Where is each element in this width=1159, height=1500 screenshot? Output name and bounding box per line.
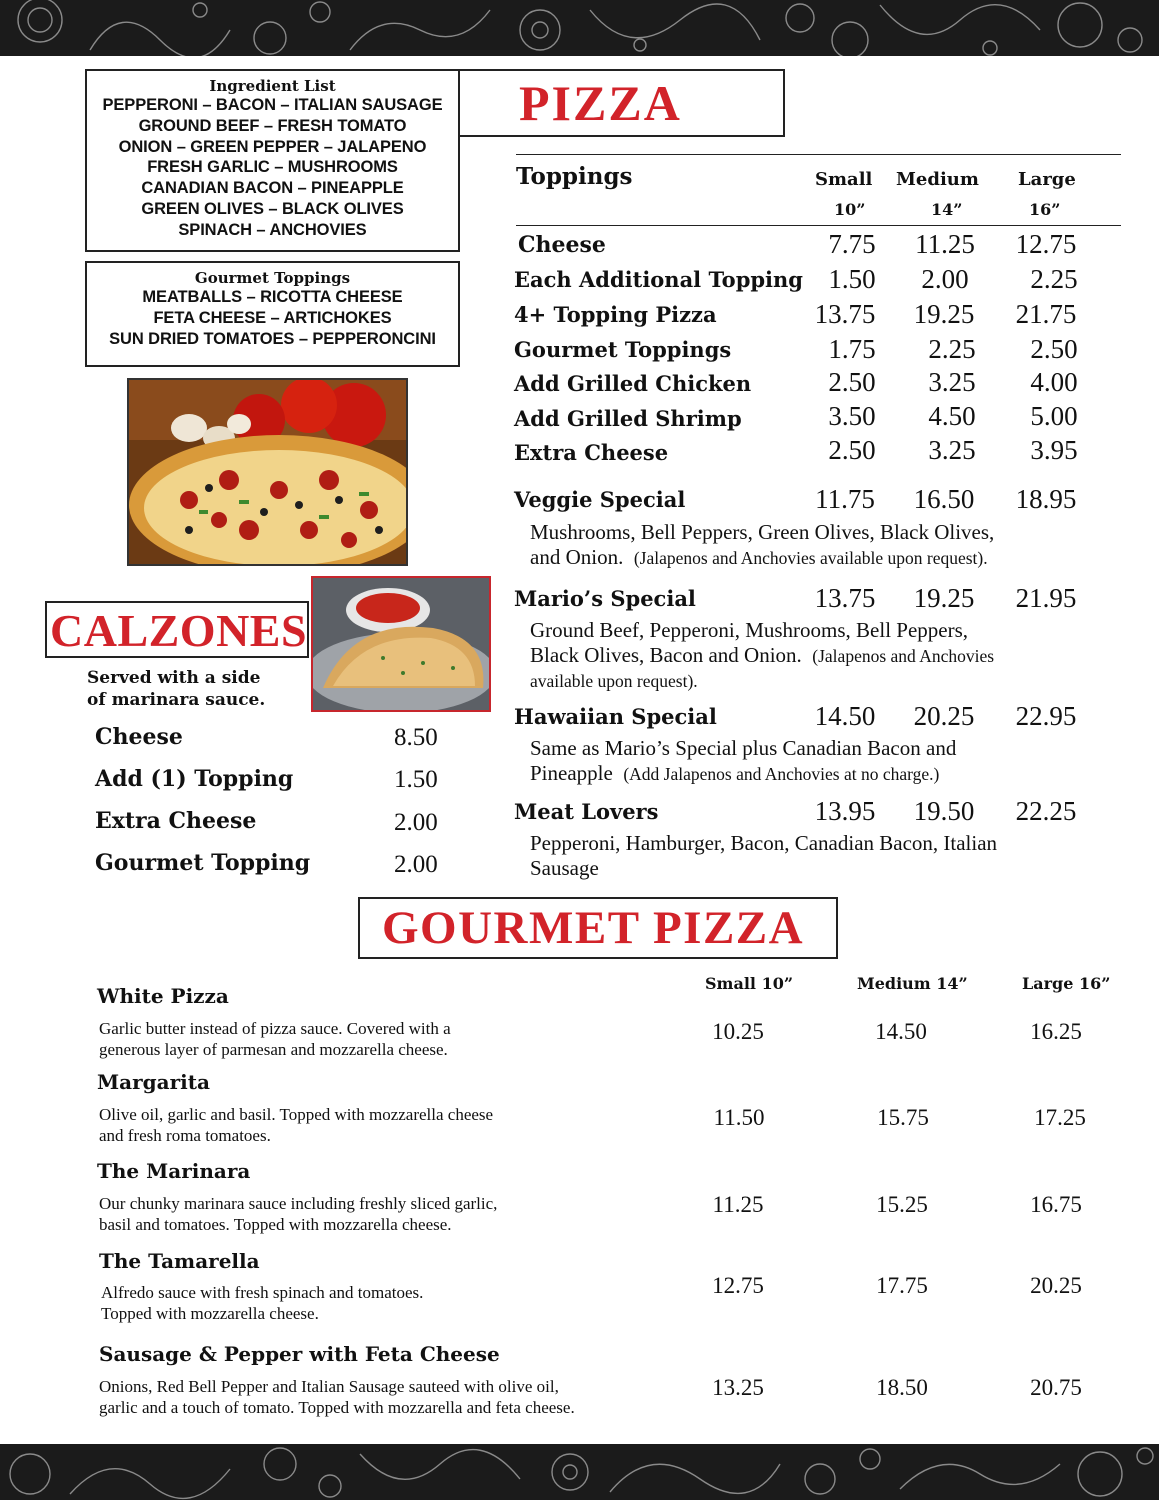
top-decorative-band	[0, 0, 1159, 56]
special-name: Veggie Special	[514, 487, 686, 512]
gourmet-item-name: Sausage & Pepper with Feta Cheese	[99, 1342, 500, 1366]
description-text: Pineapple	[530, 761, 613, 785]
pizza-price-large: 12.75	[1015, 229, 1077, 259]
small-header: Small	[815, 169, 873, 190]
calzone-row-name: Add (1) Topping	[95, 766, 294, 792]
description-line: Pepperoni, Hamburger, Bacon, Canadian Bacon, Italian	[530, 831, 998, 855]
calzone-illustration	[313, 578, 489, 710]
pizza-price-small: 2.50	[828, 367, 876, 397]
description-line	[530, 669, 1110, 692]
gourmet-price-small: 11.25	[712, 1192, 764, 1217]
gourmet-price-medium: 17.75	[876, 1273, 928, 1298]
pizza-price-medium: 2.00	[921, 264, 969, 294]
pizza-illustration	[129, 380, 406, 564]
gourmet-price-medium: 15.25	[876, 1192, 928, 1217]
pizza-price-small: 3.50	[828, 401, 876, 431]
table-header-rule	[516, 225, 1121, 226]
pizza-price-medium: 19.25	[913, 299, 975, 329]
doodle-pattern	[0, 0, 1159, 56]
gourmet-price-large: 20.25	[1030, 1273, 1082, 1298]
gourmet-item-name: Margarita	[97, 1070, 210, 1094]
special-description	[530, 736, 1110, 787]
calzone-row-name: Cheese	[95, 724, 183, 750]
calzone-row-price: 8.50	[394, 724, 438, 751]
gourmet-price-small: 10.25	[712, 1019, 764, 1044]
calzone-row-name: Extra Cheese	[95, 808, 257, 834]
calzones-subtitle-line: of marinara sauce.	[87, 690, 266, 710]
doodle-pattern	[0, 1444, 1159, 1500]
pizza-title: PIZZA	[519, 75, 682, 131]
special-price-large: 22.25	[1015, 796, 1077, 826]
special-price-small: 13.95	[814, 796, 876, 826]
description-line	[530, 545, 1110, 571]
pizza-row-name: Extra Cheese	[514, 440, 669, 465]
special-price-small: 11.75	[815, 484, 875, 514]
bottom-decorative-band	[0, 1444, 1159, 1500]
ingredient-line: FRESH GARLIC – MUSHROOMS	[147, 158, 398, 177]
special-price-medium: 16.50	[913, 484, 975, 514]
pizza-price-large: 5.00	[1030, 401, 1078, 431]
pizza-price-small: 13.75	[814, 299, 876, 329]
special-price-medium: 20.25	[913, 701, 975, 731]
description-line: and fresh roma tomatoes.	[99, 1126, 271, 1145]
description-line: Same as Mario’s Special plus Canadian Bacon and	[530, 736, 957, 760]
description-note: (Jalapenos and Anchovies	[812, 646, 995, 666]
ingredient-line: GROUND BEEF – FRESH TOMATO	[138, 116, 407, 135]
gourmet-item-name: White Pizza	[97, 984, 229, 1008]
pizza-price-large: 21.75	[1015, 299, 1077, 329]
description-line	[530, 643, 1110, 669]
ingredient-line: ONION – GREEN PEPPER – JALAPENO	[118, 137, 427, 156]
description-line: basil and tomatoes. Topped with mozzarella cheese.	[99, 1215, 452, 1234]
gourmet-price-small: 13.25	[712, 1375, 764, 1400]
special-description	[530, 831, 1110, 881]
medium-header: Medium	[896, 169, 979, 190]
pizza-row-name: Each Additional Topping	[514, 267, 803, 292]
pizza-price-large: 2.50	[1030, 334, 1078, 364]
gourmet-toppings-heading: Gourmet Toppings	[194, 269, 351, 287]
description-line: Alfredo sauce with fresh spinach and tomatoes.	[101, 1283, 424, 1302]
gourmet-price-medium: 15.75	[877, 1105, 929, 1130]
gourmet-large-header: Large 16”	[1022, 974, 1111, 993]
pizza-row-name: Cheese	[518, 232, 606, 258]
small-size: 10”	[834, 200, 866, 219]
calzones-title: CALZONES	[50, 605, 308, 656]
pizza-price-small: 1.75	[828, 334, 876, 364]
gourmet-price-large: 20.75	[1030, 1375, 1082, 1400]
gourmet-price-large: 16.25	[1030, 1019, 1082, 1044]
pizza-row-name: Add Grilled Chicken	[514, 371, 752, 396]
description-line: garlic and a touch of tomato. Topped with mozzarella and feta cheese.	[99, 1398, 575, 1417]
gourmet-item-description	[99, 1193, 497, 1235]
ingredient-list-heading: Ingredient List	[209, 77, 336, 95]
pizza-price-large: 2.25	[1030, 264, 1078, 294]
gourmet-medium-header: Medium 14”	[857, 974, 968, 993]
pizza-price-medium: 3.25	[928, 367, 976, 397]
gourmet-price-medium: 18.50	[876, 1375, 928, 1400]
gourmet-price-large: 17.25	[1034, 1105, 1086, 1130]
gourmet-pizza-title: GOURMET PIZZA	[382, 902, 805, 954]
pizza-price-large: 4.00	[1030, 367, 1078, 397]
ingredient-line: CANADIAN BACON – PINEAPPLE	[141, 179, 404, 198]
ingredient-line: PEPPERONI – BACON – ITALIAN SAUSAGE	[102, 96, 443, 114]
pizza-row-name: Gourmet Toppings	[514, 337, 732, 362]
description-note: available upon request).	[530, 671, 698, 691]
pizza-price-large: 3.95	[1030, 435, 1078, 465]
special-price-small: 14.50	[814, 701, 876, 731]
calzone-photo	[311, 576, 491, 712]
pizza-price-medium: 4.50	[928, 401, 976, 431]
pizza-photo	[127, 378, 408, 566]
description-text: and Onion.	[530, 545, 624, 569]
pizza-price-small: 2.50	[828, 435, 876, 465]
large-header: Large	[1018, 169, 1076, 190]
description-line: Olive oil, garlic and basil. Topped with mozzarella cheese	[99, 1105, 494, 1124]
calzone-row-price: 1.50	[394, 766, 438, 793]
special-price-large: 18.95	[1015, 484, 1077, 514]
gourmet-small-header: Small 10”	[705, 974, 794, 993]
description-line: Sausage	[530, 856, 599, 880]
description-line: Topped with mozzarella cheese.	[101, 1304, 319, 1323]
description-line: Onions, Red Bell Pepper and Italian Sausage sauteed with olive oil,	[99, 1377, 559, 1396]
description-note: (Add Jalapenos and Anchovies at no charge.)	[623, 764, 940, 784]
special-name: Meat Lovers	[514, 799, 659, 824]
gourmet-topping-line: FETA CHEESE – ARTICHOKES	[153, 308, 392, 327]
pizza-row-name: Add Grilled Shrimp	[514, 406, 742, 431]
gourmet-topping-line: MEATBALLS – RICOTTA CHEESE	[142, 288, 403, 306]
gourmet-topping-line: SUN DRIED TOMATOES – PEPPERONCINI	[109, 329, 436, 348]
gourmet-item-description	[99, 1104, 493, 1146]
calzones-subtitle-line: Served with a side	[87, 668, 261, 688]
gourmet-item-description	[99, 1018, 451, 1060]
description-text: Black Olives, Bacon and Onion.	[530, 643, 802, 667]
gourmet-price-medium: 14.50	[875, 1019, 927, 1044]
special-price-large: 22.95	[1015, 701, 1077, 731]
description-line: generous layer of parmesan and mozzarella cheese.	[99, 1040, 448, 1059]
large-size: 16”	[1029, 200, 1061, 219]
ingredient-list-box	[85, 69, 460, 252]
toppings-header: Toppings	[516, 163, 633, 190]
special-price-medium: 19.25	[913, 583, 975, 613]
pizza-row-name: 4+ Topping Pizza	[514, 302, 717, 327]
gourmet-price-large: 16.75	[1030, 1192, 1082, 1217]
pizza-price-medium: 2.25	[928, 334, 976, 364]
gourmet-item-description	[99, 1376, 575, 1418]
description-line: Mushrooms, Bell Peppers, Green Olives, Black Olives,	[530, 520, 995, 544]
gourmet-toppings-box	[85, 261, 460, 367]
gourmet-price-small: 12.75	[712, 1273, 764, 1298]
description-line: Our chunky marinara sauce including freshly sliced garlic,	[99, 1194, 498, 1213]
pizza-price-small: 7.75	[828, 229, 876, 259]
calzone-row-price: 2.00	[394, 809, 438, 836]
pizza-price-small: 1.50	[828, 264, 876, 294]
pizza-price-medium: 11.25	[915, 229, 975, 259]
special-name: Hawaiian Special	[514, 704, 717, 729]
description-line	[530, 761, 1110, 787]
special-price-medium: 19.50	[913, 796, 975, 826]
calzone-row-price: 2.00	[394, 851, 438, 878]
ingredient-line: GREEN OLIVES – BLACK OLIVES	[141, 199, 404, 218]
gourmet-price-small: 11.50	[713, 1105, 765, 1130]
ingredient-line: SPINACH – ANCHOVIES	[178, 220, 367, 239]
special-price-small: 13.75	[814, 583, 876, 613]
special-name: Mario’s Special	[514, 586, 696, 611]
pizza-price-medium: 3.25	[928, 435, 976, 465]
calzones-subtitle	[87, 667, 265, 711]
calzone-row-name: Gourmet Topping	[95, 850, 311, 876]
special-description	[530, 520, 1110, 571]
special-description	[530, 618, 1110, 692]
gourmet-item-description	[101, 1282, 423, 1324]
special-price-large: 21.95	[1015, 583, 1077, 613]
description-note: (Jalapenos and Anchovies available upon request).	[633, 548, 988, 568]
table-top-rule	[516, 154, 1121, 155]
medium-size: 14”	[931, 200, 963, 219]
gourmet-item-name: The Marinara	[97, 1159, 251, 1183]
description-line: Ground Beef, Pepperoni, Mushrooms, Bell Peppers,	[530, 618, 969, 642]
gourmet-item-name: The Tamarella	[99, 1249, 260, 1273]
description-line: Garlic butter instead of pizza sauce. Covered with a	[99, 1019, 451, 1038]
